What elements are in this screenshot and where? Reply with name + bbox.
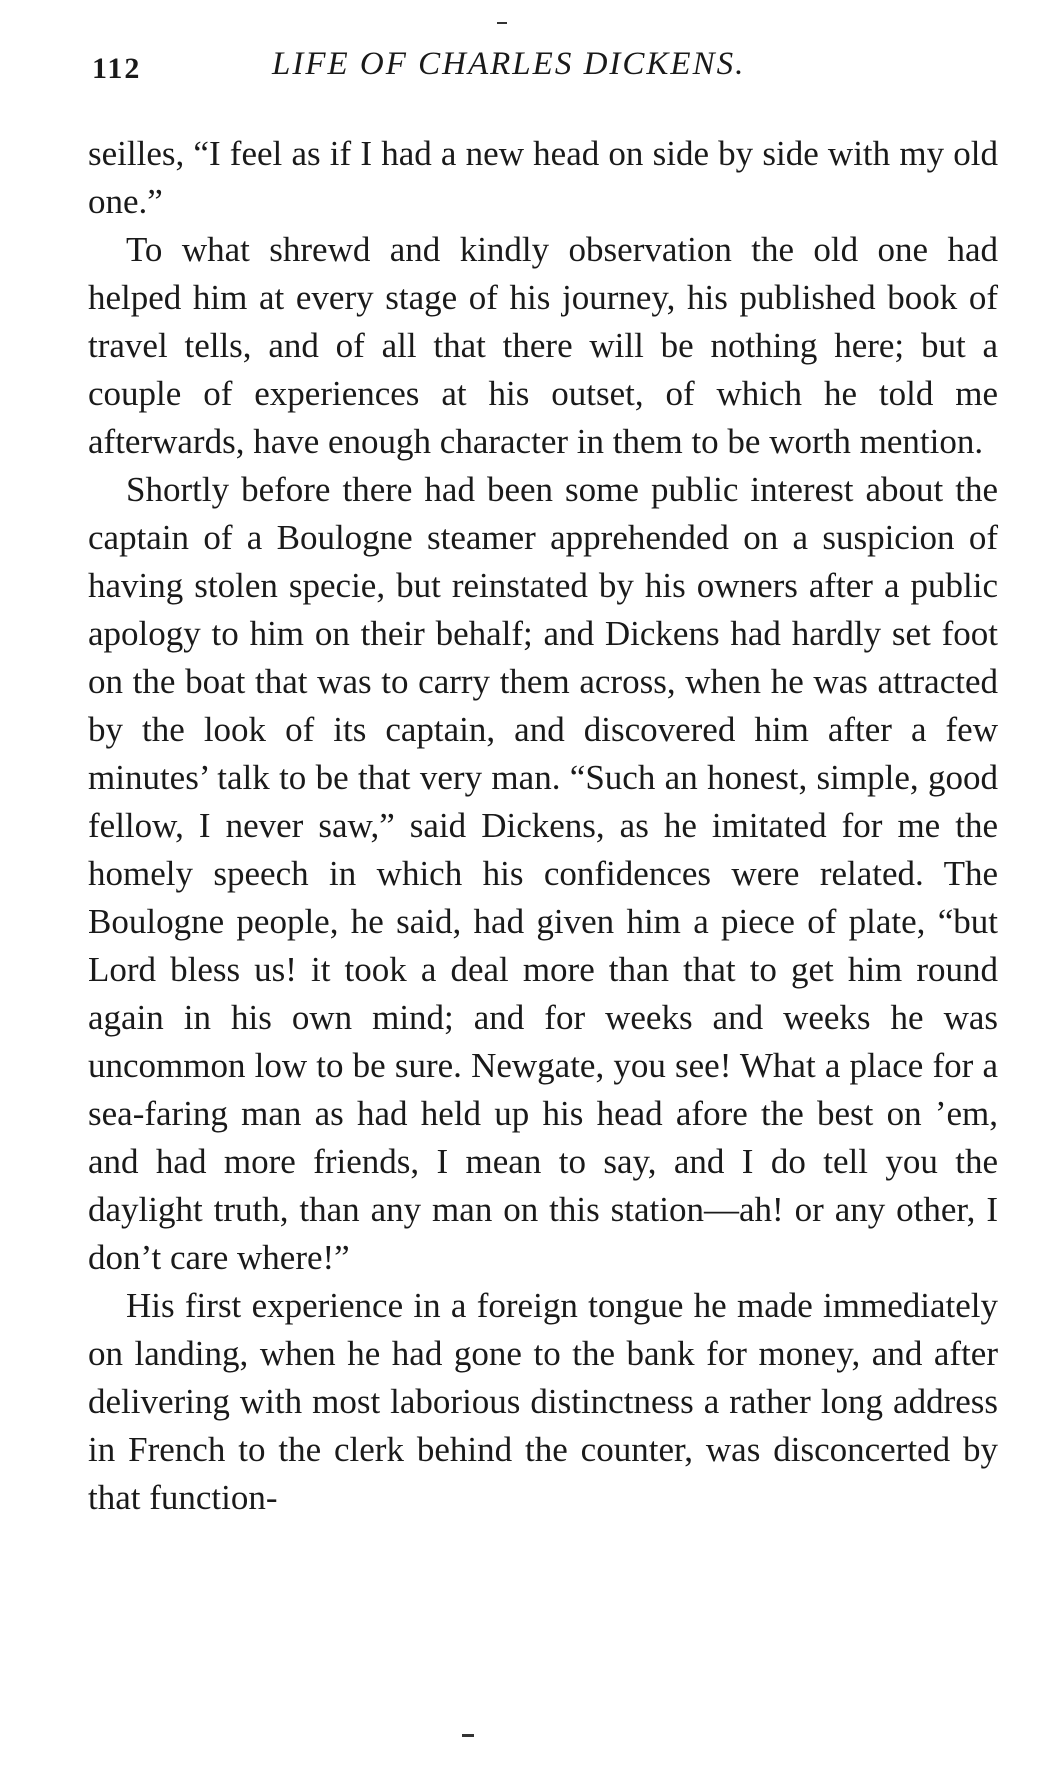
paragraph: To what shrewd and kindly observation the old one had helped him at every stage of his journey, his published book of travel tells, and of all that there will be nothing here; but a couple of experiences at his outset, of which he told me afterwards, have enough character in them to be worth mention. — [88, 230, 998, 461]
running-head: LIFE OF CHARLES DICKENS. — [272, 46, 746, 82]
paragraph: His first experience in a foreign tongue he made immediately on landing, when he had gone to the bank for money, and after delivering with most laborious distinctness a rather long address in French to the clerk behind the counter, was disconcerted by that function- — [88, 1286, 998, 1517]
page-number: 112 — [92, 52, 142, 85]
body-text — [88, 130, 998, 1522]
paragraph: Shortly before there had been some public interest about the captain of a Boulogne steamer apprehended on a suspicion of having stolen specie, but reinstated by his owners after a public apology to him on their behalf; and Dickens had hardly set foot on the boat that was to carry them across, when he was attracted by the look of its captain, and discovered him after a few minutes’ talk to be that very man. “Such an honest, simple, good fellow, I never saw,” said Dickens, as he imitated for me the homely speech in which his confidences were related. The Boulogne people, he said, had given him a piece of plate, “but Lord bless us! it took a deal more than that to get him round again in his own mind; and for weeks and weeks he was uncommon low to be sure. Newgate, you see! What a place for a sea-faring man as had held up his head afore the best on ’em, and had more friends, I mean to say, and I do tell you the daylight truth, than any man on this station—ah! or any other, I don’t care where!” — [88, 470, 998, 1277]
printer-mark-bottom — [462, 1734, 474, 1737]
printer-mark-top — [497, 22, 507, 24]
paragraph-continued: seilles, “I feel as if I had a new head on side by side with my old one.” — [88, 134, 998, 221]
page-header — [92, 42, 999, 92]
